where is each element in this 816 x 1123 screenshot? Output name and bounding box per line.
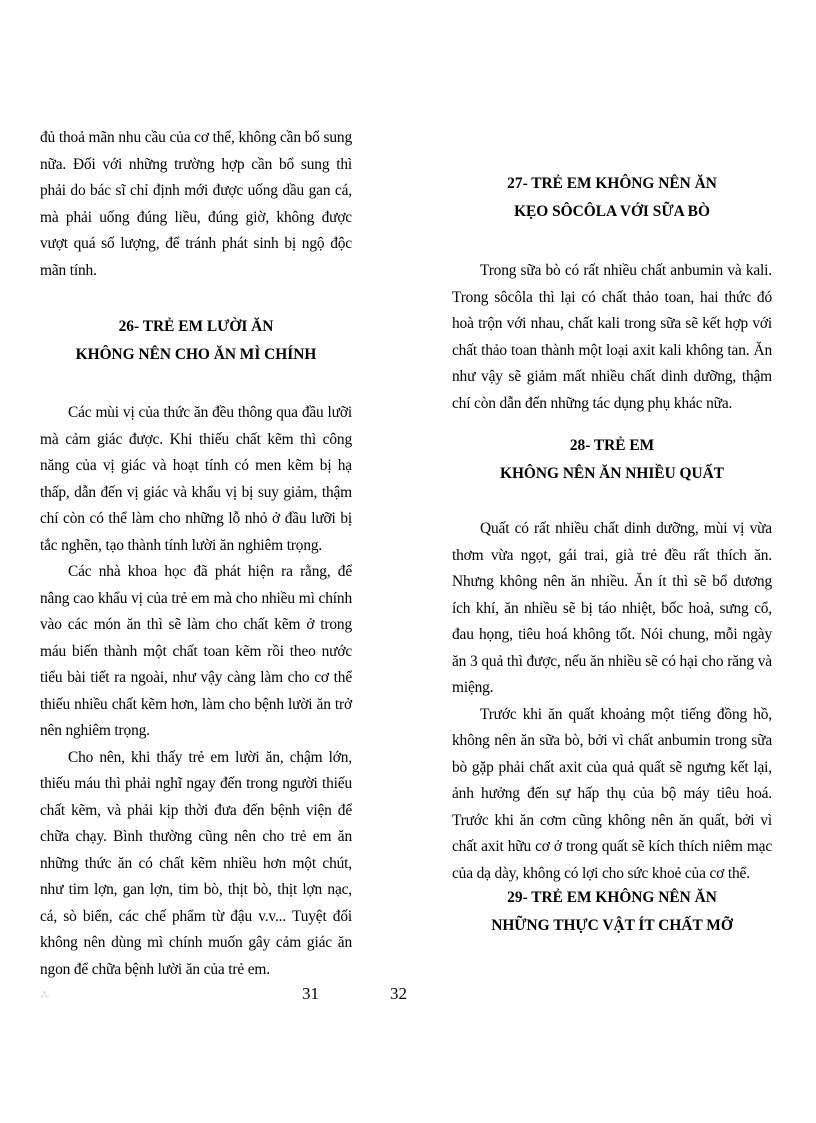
section-26-heading xyxy=(40,313,352,369)
section-28-title-line1: 28- TRẺ EM xyxy=(569,437,655,454)
section-26-paragraph-1: Các mùi vị của thức ăn đều thông qua đầu lưỡi mà cảm giác được. Khi thiếu chất kẽm thì công năng của vị giác và hoạt tính có men kẽm bị hạ thấp, dẫn đến vị giác và khẩu vị bị suy giảm, thậm chí còn có thể làm cho những lỗ nhỏ ở đầu lưỡi bị tắc nghẽn, tạo thành tính lười ăn nghiêm trọng. xyxy=(40,404,352,554)
section-28-paragraph-2: Trước khi ăn quất khoảng một tiếng đồng hồ, không nên ăn sữa bò, bởi vì chất anbumin trong sữa bò gặp phải chất axit của quả quất sẽ ngưng kết lại, ảnh hưởng đến sự hấp thụ của bộ máy tiêu hoá. Trước khi ăn cơm cũng không nên ăn quất, bởi vì chất axit hữu cơ ở trong quất sẽ kích thích niêm mạc của dạ dày, không có lợi cho sức khoẻ của cơ thể. xyxy=(452,705,772,882)
section-29-title-line2: NHỮNG THỰC VẬT ÍT CHẤT MỠ xyxy=(491,917,733,934)
section-28-heading xyxy=(452,432,772,488)
section-29-heading xyxy=(452,884,772,940)
scan-mark-icon: ⁂ xyxy=(40,990,49,1000)
section-26-body xyxy=(40,400,352,983)
section-28-paragraph-1: Quất có rất nhiều chất dinh dưỡng, mùi vị vừa thơm vừa ngọt, gái trai, già trẻ đều rất thích ăn. Nhưng không nên ăn nhiều. Ăn ít thì sẽ bổ dương ích khí, ăn nhiều sẽ bị táo nhiệt, bốc hoả, sưng cổ, đau họng, tiêu hoá không tốt. Nói chung, mỗi ngày ăn 3 quả thì được, nếu ăn nhiều sẽ có hại cho răng và miệng. xyxy=(452,520,772,696)
section-27-title-line2: KẸO SÔCÔLA VỚI SỮA BÒ xyxy=(514,203,710,220)
section-29-title-line1: 29- TRẺ EM KHÔNG NÊN ĂN xyxy=(507,889,717,906)
section-26-title-line2: KHÔNG NÊN CHO ĂN MÌ CHÍNH xyxy=(75,346,317,363)
section-26-paragraph-2: Các nhà khoa học đã phát hiện ra rằng, để nâng cao khẩu vị của trẻ em mà cho nhiều mì chính vào các món ăn thì sẽ làm cho chất kẽm ở trong máu biến thành một chất toan kẽm rồi theo nước tiểu bài tiết ra ngoài, như vậy càng làm cho cơ thể thiếu nhiều chất kẽm hơn, làm cho bệnh lười ăn trở nên nghiêm trọng. xyxy=(40,563,352,739)
section-28-body xyxy=(452,516,772,887)
page-number-right: 32 xyxy=(390,984,407,1003)
section-26-title-line1: 26- TRẺ EM LƯỜI ĂN xyxy=(118,318,274,335)
intro-paragraph: đủ thoả mãn nhu cầu của cơ thể, không cần bổ sung nữa. Đối với những trường hợp cần bổ sung thì phải do bác sĩ chỉ định mới được uống dầu gan cá, mà phải uống đúng liều, đúng giờ, không được vượt quá số lượng, để tránh phát sinh bị ngộ độc mãn tính. xyxy=(40,129,352,279)
section-27-paragraph-1: Trong sữa bò có rất nhiều chất anbumin và kali. Trong sôcôla thì lại có chất thảo toan, hai thức đó hoà trộn với nhau, chất kali trong sữa sẽ kết hợp với chất thảo toan thành một loại axit kali không tan. Ăn như vậy sẽ giảm mất nhiều chất dinh dưỡng, thậm chí còn dẫn đến những tác dụng phụ khác nữa. xyxy=(452,262,772,412)
section-28-title-line2: KHÔNG NÊN ĂN NHIỀU QUẤT xyxy=(499,465,725,482)
page-number-left: 31 xyxy=(302,984,319,1003)
section-26-paragraph-3: Cho nên, khi thấy trẻ em lười ăn, chậm lớn, thiếu máu thì phải nghĩ ngay đến trong người thiếu chất kẽm, và phải kịp thời đưa đến bệnh viện để chữa chạy. Bình thường cũng nên cho trẻ em ăn những thức ăn có chất kẽm nhiều hơn một chút, như tim lợn, gan lợn, tim bò, thịt bò, thịt lợn nạc, cá, sò biển, các chế phẩm từ đậu v.v... Tuyệt đối không nên dùng mì chính muốn gây cảm giác ăn ngon để chữa bệnh lười ăn của trẻ em. xyxy=(40,748,352,978)
section-27-heading xyxy=(452,170,772,226)
section-27-title-line1: 27- TRẺ EM KHÔNG NÊN ĂN xyxy=(507,175,717,192)
